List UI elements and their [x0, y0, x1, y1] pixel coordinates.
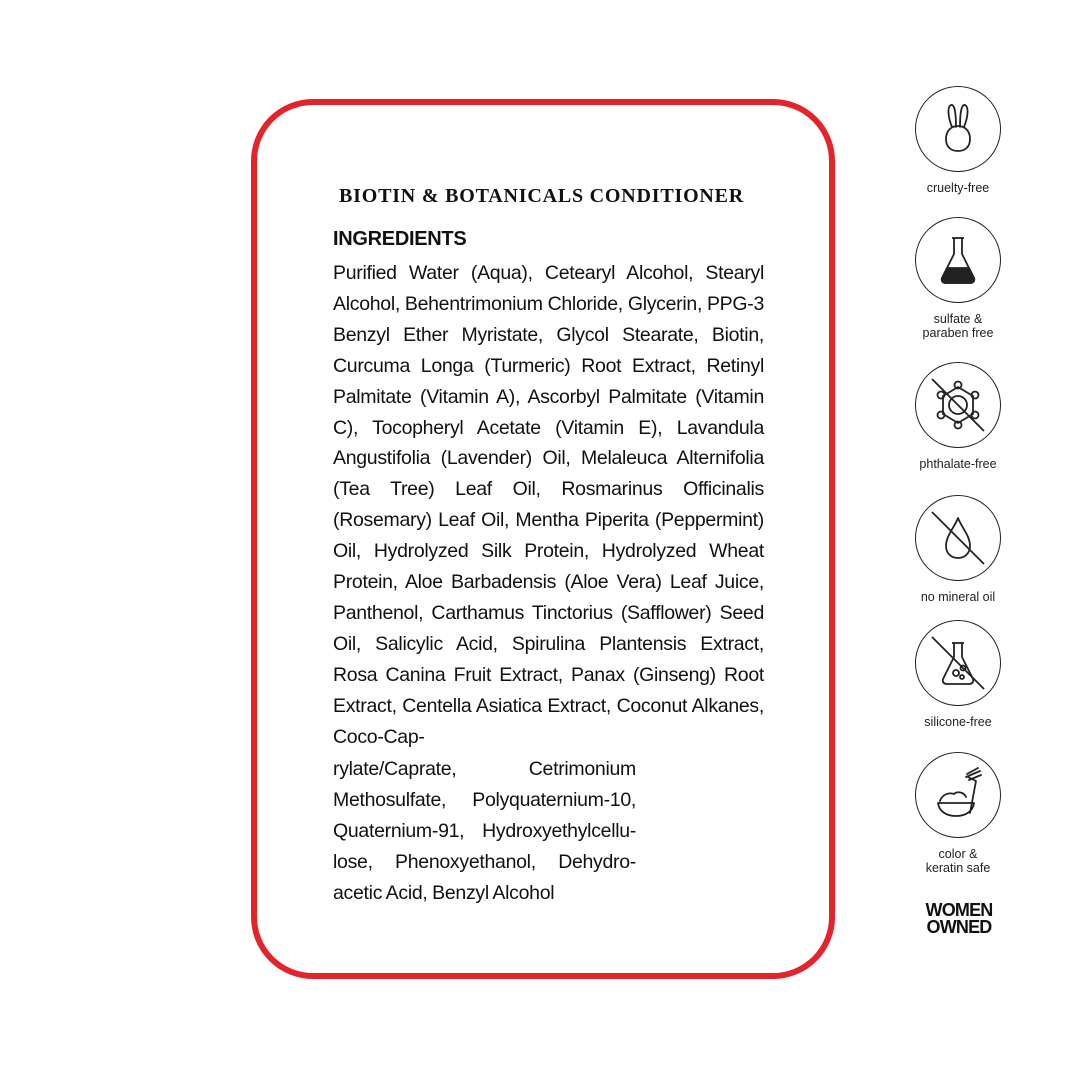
bunny-icon [915, 86, 1001, 172]
badge-silicone-free [898, 620, 1018, 729]
no-silicone-flask-icon [915, 620, 1001, 706]
bowl-brush-icon [915, 752, 1001, 838]
badge-no-mineral-oil [898, 495, 1018, 604]
no-oil-drop-icon [915, 495, 1001, 581]
badge-label: color & keratin safe [925, 847, 991, 875]
badge-cruelty-free [898, 86, 1018, 195]
ingredients-heading: INGREDIENTS [333, 228, 467, 250]
product-title: BIOTIN & BOTANICALS CONDITIONER [339, 185, 745, 207]
women-owned-line1: WOMEN [925, 900, 993, 920]
badge-phthalate-free [898, 362, 1018, 471]
badge-label: no mineral oil [920, 590, 996, 604]
ingredients-card [251, 99, 835, 979]
badge-label: phthalate-free [919, 457, 997, 471]
women-owned-logo [904, 902, 1014, 936]
flask-icon [915, 217, 1001, 303]
badge-label: silicone-free [924, 715, 992, 729]
badge-label: cruelty-free [926, 181, 990, 195]
badge-sulfate-paraben-free [898, 217, 1018, 340]
women-owned-line2: OWNED [926, 917, 992, 937]
ingredients-list: Purified Water (Aqua), Cetearyl Alcohol, Stearyl Alcohol, Behentrimonium Chloride, Glycerin, PPG-3 Benzyl Ether Myristate, Glycol Stearate, Biotin, Curcuma Longa (Turmeric) Root Extract, Retinyl Palmitate (Vitamin A), Ascorbyl Palmitate (Vitamin C), Tocopheryl Acetate (Vitamin E), Lavandula Angustifolia (Lavender) Oil, Melaleuca Alternifolia (Tea Tree) Leaf Oil, Rosmarinus Officinalis (Rosemary) Leaf Oil, Mentha Piperita (Peppermint) Oil, Hydrolyzed Silk Protein, Hydrolyzed Wheat Protein, Aloe Barbadensis (Aloe Vera) Leaf Juice, Panthenol, Carthamus Tinctorius (Safflower) Seed Oil, Salicylic Acid, Spirulina Plantensis Extract, Rosa Canina Fruit Extract, Panax (Ginseng) Root Extract, Centella Asiatica Extract, Coconut Alkanes, Coco-Cap- [333, 262, 764, 748]
no-phthalate-icon [915, 362, 1001, 448]
badge-color-keratin-safe [898, 752, 1018, 875]
ingredients-list-continued: rylate/Caprate, Cetrimonium Methosulfate, Polyquaternium-10, Quaternium-91, Hydroxyethylcellu-lose, Phenoxyethanol, Dehydro-acetic Acid, Benzyl Alcohol [333, 758, 636, 904]
badge-label: sulfate & paraben free [922, 312, 994, 340]
